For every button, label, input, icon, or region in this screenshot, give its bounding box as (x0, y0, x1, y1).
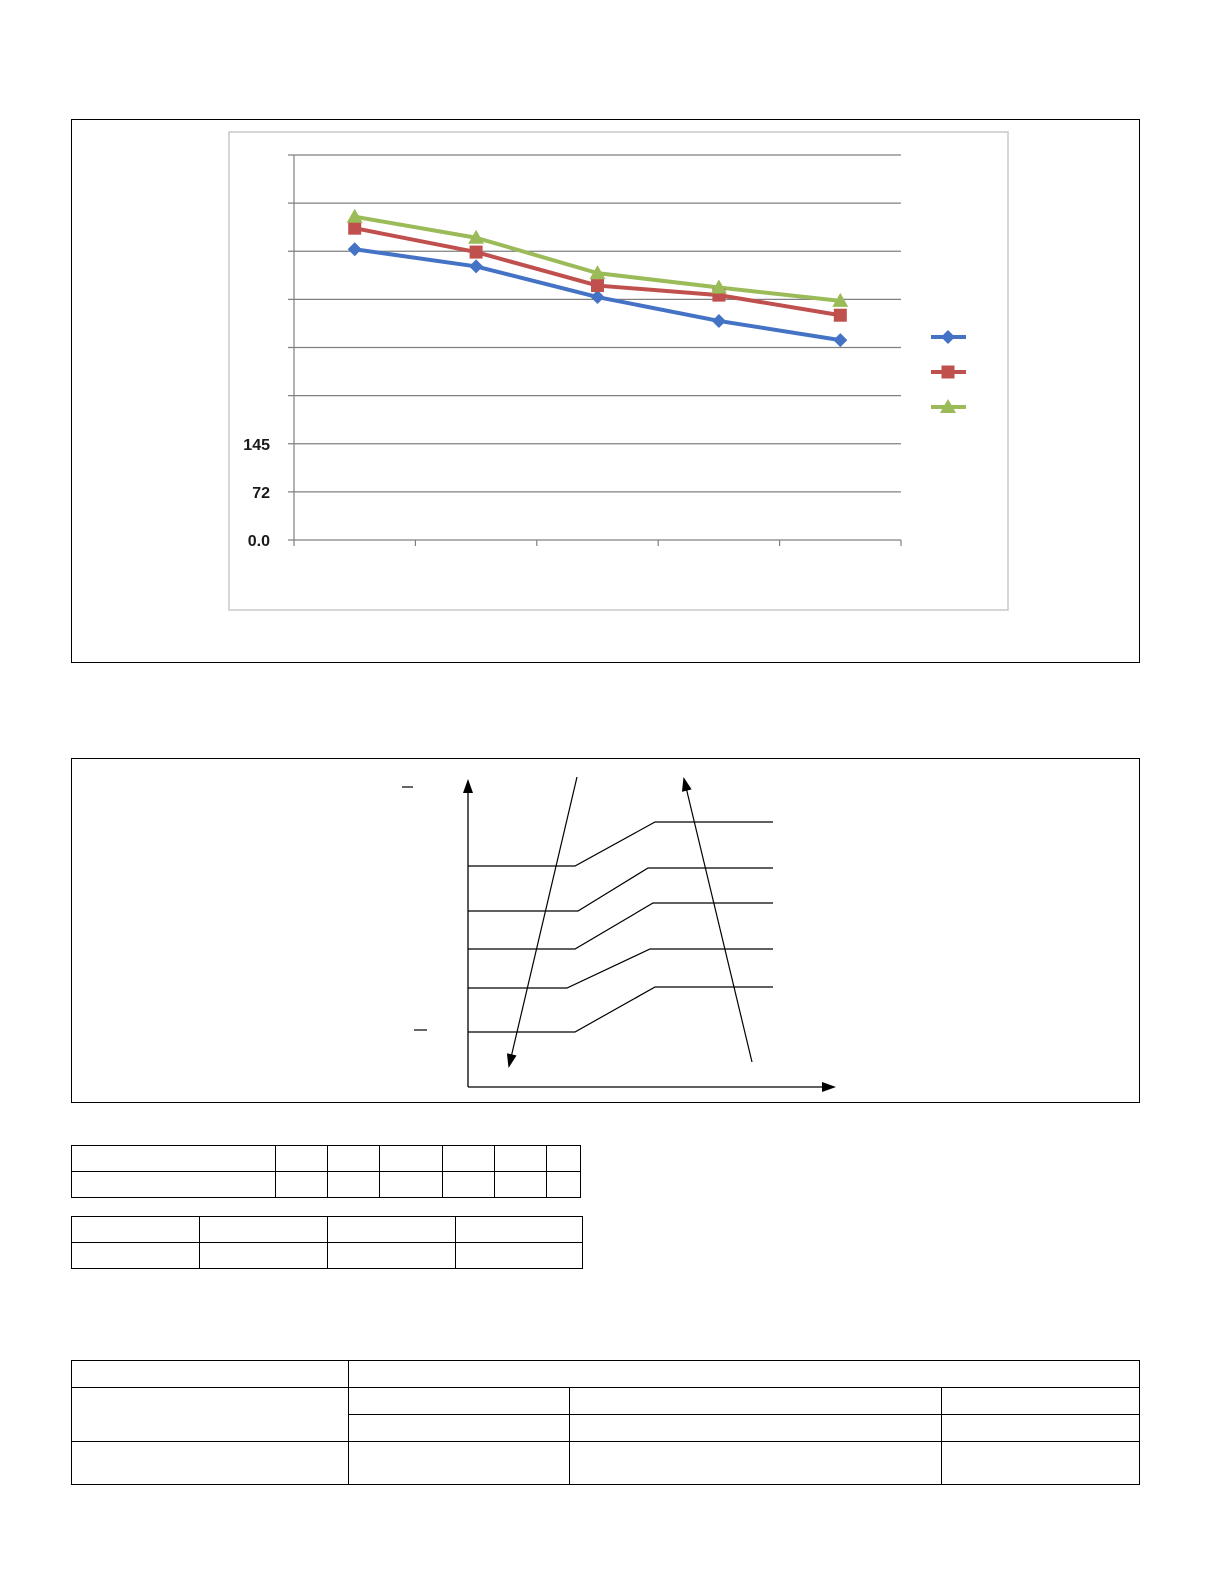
y-tick-label: 72 (252, 484, 270, 502)
y-tick-label: 145 (243, 436, 270, 454)
table-cell (570, 1415, 942, 1442)
large-table (71, 1360, 1140, 1485)
table-cell (942, 1415, 1140, 1442)
small-table-a (71, 1145, 581, 1198)
table-cell (72, 1146, 276, 1172)
curve-line (468, 949, 773, 988)
table-cell (443, 1172, 495, 1198)
table-cell (456, 1243, 583, 1269)
table-row (72, 1146, 581, 1172)
table-cell (349, 1361, 1140, 1388)
table-cell (349, 1415, 570, 1442)
curve-line (468, 987, 773, 1032)
table-cell (456, 1217, 583, 1243)
curve-line (468, 903, 773, 949)
table-cell (328, 1217, 456, 1243)
table-cell (349, 1442, 570, 1485)
table-cell (72, 1361, 349, 1388)
table-cell (200, 1243, 328, 1269)
table-cell (276, 1172, 328, 1198)
down-trend-arrow (509, 777, 577, 1066)
table-cell (328, 1243, 456, 1269)
table-cell (328, 1172, 380, 1198)
table-cell (495, 1146, 547, 1172)
table-cell (547, 1172, 581, 1198)
table-cell (380, 1172, 443, 1198)
table-cell (942, 1442, 1140, 1485)
table-row (72, 1172, 581, 1198)
curve-line (468, 868, 773, 911)
table-cell (72, 1388, 349, 1442)
table-cell (72, 1243, 200, 1269)
table-row (72, 1442, 1140, 1485)
table-cell (570, 1388, 942, 1415)
table-cell (200, 1217, 328, 1243)
table-cell (328, 1146, 380, 1172)
y-tick-label: 0.0 (247, 533, 270, 550)
table-cell (72, 1217, 200, 1243)
table-cell (380, 1146, 443, 1172)
table-cell (276, 1146, 328, 1172)
table-cell (72, 1172, 276, 1198)
table-row (72, 1388, 1140, 1415)
table-row (72, 1243, 583, 1269)
table-cell (547, 1146, 581, 1172)
curve-line (468, 822, 773, 866)
table-row (72, 1217, 583, 1243)
table-cell (495, 1172, 547, 1198)
table-cell (942, 1388, 1140, 1415)
table-cell (349, 1388, 570, 1415)
table-cell (72, 1442, 349, 1485)
table-row (72, 1361, 1140, 1388)
table-cell (570, 1442, 942, 1485)
table-cell (443, 1146, 495, 1172)
small-table-b (71, 1216, 583, 1269)
